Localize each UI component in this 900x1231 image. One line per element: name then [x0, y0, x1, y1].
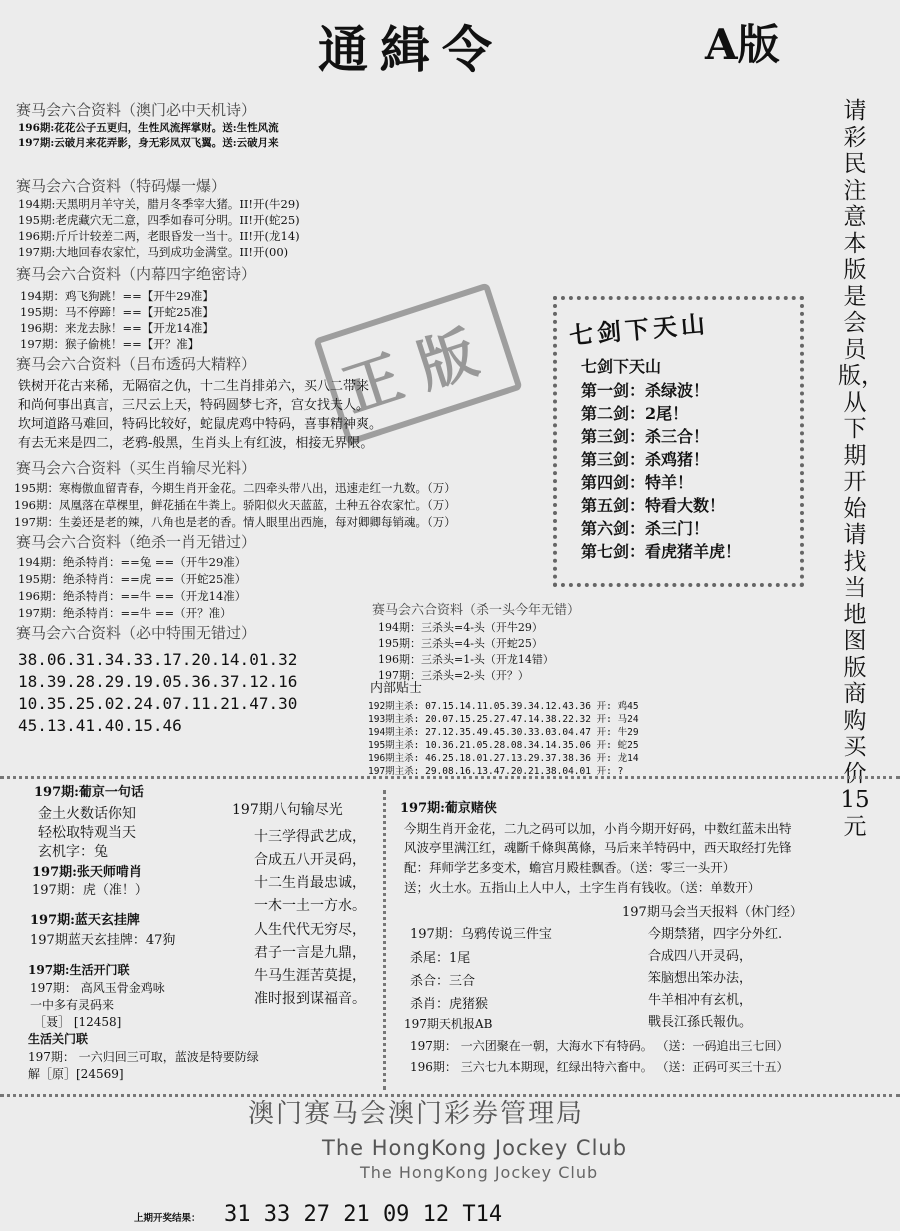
b3-line: 197期蓝天玄挂牌：47狗: [30, 933, 176, 948]
s1-line: 196期:花花公子五更归，生性风流挥掌财。送:生性风流: [18, 122, 279, 134]
s3-line: 195期：马不停蹄！==【开蛇25准】: [20, 305, 214, 319]
prev-result-numbers: 31 33 27 21 09 12 T14: [224, 1202, 503, 1227]
sword-line: 第七剑：看虎猪羊虎！: [581, 542, 742, 561]
b10-line: 197期： 一六团聚在一朝，大海水下有特码。 （送：一码追出三七回）: [410, 1039, 789, 1053]
s4-line: 坎坷道路马难回，特码比较好，蛇鼠虎鸡中特码，喜事精神爽。: [18, 417, 383, 432]
b4-line: 197期： 高风玉骨金鸡咏: [30, 981, 165, 995]
b9-head: 197期马会当天报料（休门经）: [622, 905, 803, 920]
s1-title: 赛马会六合资料（澳门必中天机诗）: [16, 101, 257, 119]
inner-line: 194期主杀: 27.12.35.49.45.30.33.03.04.47 开: 牛29: [368, 727, 639, 738]
b6-line: 十二生肖最忠诚，: [254, 875, 366, 891]
s2-line: 194期:天黑明月羊守关，腊月冬季宰大猪。II!开(牛29): [18, 197, 300, 211]
s7-title: 赛马会六合资料（必中特围无错过）: [16, 624, 257, 642]
b6-line: 合成五八开灵码，: [254, 852, 366, 868]
b9-line: 戰長江孫氏報仇。: [648, 1015, 753, 1030]
s5-line: 196期：凤凰落在草棵里，鲜花插在牛粪上。骄阳似火天蓝蓝，土种五谷农家忙。（万）: [14, 498, 456, 512]
divider: [383, 790, 386, 1090]
b8-head: 197期：乌鸦传说三件宝: [410, 927, 552, 942]
b6-line: 一木一土一方水。: [254, 898, 366, 914]
s2-line: 196期:斤斤计较差二两，老眼昏发一当十。II!开(龙14): [18, 229, 300, 243]
b5-head: 生活关门联: [28, 1032, 89, 1046]
b9-line: 笨脑想出笨办法，: [648, 971, 753, 986]
seven-swords-box: [553, 296, 804, 587]
inner-line: 196期主杀: 46.25.18.01.27.13.29.37.38.36 开: 龙14: [368, 753, 639, 764]
s3-line: 196期：来龙去脉！==【开龙14准】: [20, 321, 214, 335]
b2-head: 197期:张天师啃肖: [32, 865, 142, 880]
s7-row: 10.35.25.02.24.07.11.21.47.30: [18, 694, 298, 713]
sword-line: 第四剑：特羊！: [581, 473, 694, 492]
b9-line: 今期禁猪，四字分外红.: [648, 927, 783, 942]
inner-line: 192期主杀: 07.15.14.11.05.39.34.12.43.36 开: 鸡45: [368, 701, 639, 712]
s6-line: 196期：绝杀特肖：==牛 ==（开龙14准）: [18, 589, 247, 603]
s8-line: 195期：三杀头=4-头（开蛇25）: [378, 637, 543, 650]
s3-line: 194期：鸡飞狗跳！==【开牛29准】: [20, 289, 214, 303]
s8-line: 196期：三杀头=1-头（开龙14错）: [378, 653, 554, 666]
divider: [0, 1094, 900, 1097]
b1-line: 金土火数话你知: [38, 806, 136, 822]
footer-en-1: The HongKong Jockey Club: [322, 1136, 628, 1160]
b4-head: 197期:生活开门联: [28, 963, 130, 977]
footer-en-2: The HongKong Jockey Club: [360, 1163, 599, 1182]
b2-line: 197期：虎（准！）: [32, 883, 148, 898]
s2-line: 197期:大地回春农家忙，马到成功金满堂。II!开(00): [18, 245, 289, 259]
sword-line: 第六剑：杀三门！: [581, 519, 710, 538]
s8-title: 赛马会六合资料（杀一头今年无错）: [372, 603, 581, 618]
inner-tips-title: 内部贴士: [370, 681, 423, 696]
edition-label: A版: [705, 20, 780, 69]
inner-line: 193期主杀: 20.07.15.25.27.47.14.38.22.32 开: 马24: [368, 714, 639, 725]
sword-line: 第三剑：杀三合！: [581, 427, 710, 446]
inner-line: 197期主杀: 29.08.16.13.47.20.21.38.04.01 开: ?: [368, 766, 624, 777]
s4-title: 赛马会六合资料（吕布透码大精粹）: [16, 355, 257, 373]
genuine-stamp-text: 正版: [334, 312, 505, 426]
s8-line: 194期：三杀头=4-头（开牛29）: [378, 621, 543, 634]
s5-line: 195期：寒梅傲血留青春，今期生肖开金花。二四牵头带八出，迅速走红一九数。（万）: [14, 481, 456, 495]
b7-line: 送；火土水。五指山上人中人，土字生肖有钱收。（送：单数开）: [404, 880, 761, 895]
b6-line: 君子一言是九鼎，: [254, 945, 366, 961]
b1-line: 轻松取特观当天: [38, 825, 136, 841]
s3-title: 赛马会六合资料（内幕四字绝密诗）: [16, 265, 257, 283]
s3-line: 197期：猴子偷桃！==【开？准】: [20, 337, 200, 351]
b8-line: 杀尾：1尾: [410, 951, 471, 966]
s1-line: 197期:云破月来花弄影，身无彩凤双飞翼。送:云破月来: [18, 137, 279, 149]
s8-line: 197期：三杀头=2-头（开？）: [378, 669, 529, 682]
b10-head: 197期天机报AB: [404, 1017, 493, 1031]
s2-line: 195期:老虎藏穴无二意，四季如春可分明。II!开(蛇25): [18, 213, 300, 227]
b6-line: 十三学得武艺成，: [254, 829, 366, 845]
member-notice: 请彩民注意本版是会员版，从下期开始请找当地图版商购买价15元: [838, 98, 884, 840]
b9-line: 合成四八开灵码，: [648, 949, 753, 964]
b1-line: 玄机字：兔: [38, 844, 108, 860]
s6-line: 194期：绝杀特肖：==兔 ==（开牛29准）: [18, 555, 247, 569]
b3-head: 197期:蓝天玄挂牌: [30, 913, 140, 928]
b10-line: 196期： 三六七九本期现，红绿出特六畜中。 （送：正码可买三十五）: [410, 1060, 789, 1074]
b7-line: 风波亭里满江红，魂斷千條與萬條，马后来羊特码中，西天取经打先锋: [404, 840, 792, 855]
b7-line: 今期生肖开金花，二九之码可以加，小肖今期开好码，中数红蓝未出特: [404, 821, 792, 836]
s4-line: 铁树开花古来稀，无隔宿之仇，十二生肖排弟六，买八二带来: [18, 379, 370, 394]
b6-line: 人生代代无穷尽，: [254, 922, 366, 938]
sword-line: 第五剑：特看大数！: [581, 496, 726, 515]
b9-line: 牛羊相冲有玄机，: [648, 993, 753, 1008]
b4-line: ［聂］ [12458]: [34, 1015, 122, 1029]
s5-title: 赛马会六合资料（买生肖输尽光料）: [16, 459, 257, 477]
b8-line: 杀肖：虎猪猴: [410, 997, 489, 1012]
b4-line: 一中多有灵码来: [30, 998, 115, 1012]
b1-head: 197期:葡京一句话: [34, 785, 144, 800]
s6-line: 195期：绝杀特肖：==虎 ==（开蛇25准）: [18, 572, 247, 586]
sword-line: 第三剑：杀鸡猪！: [581, 450, 710, 469]
s6-line: 197期：绝杀特肖：==牛 ==（开？准）: [18, 606, 232, 620]
b7-line: 配：拜师学艺多变术，蟾宫月殿桂飘香。（送：零三一头开）: [404, 860, 736, 875]
footer-org: 澳门赛马会澳门彩券管理局: [248, 1099, 585, 1129]
b6-line: 准时报到谋福音。: [254, 991, 366, 1007]
s6-title: 赛马会六合资料（绝杀一肖无错过）: [16, 533, 257, 551]
prev-result-label: 上期开奖结果：: [134, 1213, 201, 1224]
s7-row: 45.13.41.40.15.46: [18, 716, 182, 735]
divider: [0, 776, 900, 779]
seven-swords-art-title: 七剑下天山: [567, 308, 710, 351]
sword-line: 第二剑：2尾！: [581, 404, 689, 423]
s2-title: 赛马会六合资料（特码爆一爆）: [16, 177, 227, 195]
s5-line: 197期：生姜还是老的辣，八角也是老的香。情人眼里出西施，每对卿卿每销魂。（万）: [14, 515, 456, 529]
s7-row: 38.06.31.34.33.17.20.14.01.32: [18, 650, 298, 669]
s7-row: 18.39.28.29.19.05.36.37.12.16: [18, 672, 298, 691]
seven-swords-title: 七剑下天山: [581, 357, 662, 376]
b6-line: 牛马生涯苦莫提，: [254, 968, 366, 984]
b8-line: 杀合：三合: [410, 974, 476, 989]
s4-line: 和尚何事出真言，三尺云上天，特码圆梦七齐，宫女找夫人。: [18, 398, 370, 413]
b5-line: 197期： 一六归回三可取，蓝波是特要防绿: [28, 1050, 259, 1064]
inner-line: 195期主杀: 10.36.21.05.28.08.34.14.35.06 开: 蛇25: [368, 740, 639, 751]
s4-line: 有去无来是四二，老鸦-般黑，生肖头上有红波，相接无界限。: [18, 436, 374, 451]
b7-head: 197期:葡京赌侠: [400, 801, 497, 816]
b5-line: 解［原］[24569]: [28, 1067, 124, 1081]
b6-head: 197期八句输尽光: [232, 802, 343, 818]
page-title: 通緝令: [318, 20, 504, 79]
sword-line: 第一剑：杀绿波！: [581, 381, 710, 400]
